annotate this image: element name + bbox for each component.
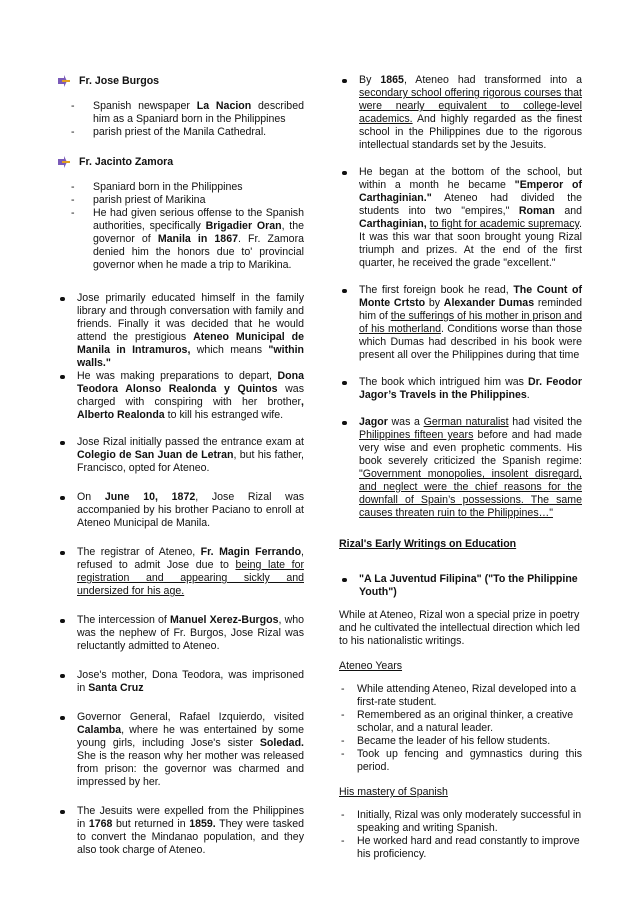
left-bullets-d <box>57 546 304 598</box>
right-bullets-f <box>339 573 582 599</box>
bullet-item: Jose Rizal initially passed the entrance exam at Colegio de San Juan de Letran, but his father, Francisco, opted for Ateneo. <box>57 436 304 475</box>
list-item: - parish priest of Marikina <box>57 194 304 207</box>
bullet-item: On June 10, 1872, Jose Rizal was accompanied by his brother Paciano to enroll at Ateneo Municipal de Manila. <box>57 491 304 530</box>
list-item: - Initially, Rizal was only moderately successful in speaking and writing Spanish. <box>339 809 582 835</box>
bullet-item: Jose's mother, Dona Teodora, was imprisoned in Santa Cruz <box>57 669 304 695</box>
bullet-item: The Jesuits were expelled from the Philippines in 1768 but returned in 1859. They were tasked to convert the Mindanao population, and they also took charge of Ateneo. <box>57 805 304 857</box>
bullet-item: The first foreign book he read, The Count of Monte Crtsto by Alexander Dumas reminded him of the sufferings of his mother in prison and of his motherland. Conditions worse than those which Dumas had described in his book were present all over the Philippines during that time <box>339 284 582 362</box>
bullet-item: He was making preparations to depart, Dona Teodora Alonso Realonda y Quintos was charged with conspiring with her brother, Alberto Realonda to kill his estranged wife. <box>57 370 304 422</box>
left-bullets-e <box>57 614 304 653</box>
ateneo-list <box>339 683 582 774</box>
right-bullets-c <box>339 284 582 362</box>
list-item: - Spanish newspaper La Nacion described him as a Spaniard born in the Philippines <box>57 100 304 126</box>
bullet-item: By 1865, Ateneo had transformed into a secondary school offering rigorous courses that were nearly equivalent to college-level academics. And highly regarded as the finest school in the Philippines due to the rigorous intellectual standards set by the Jesuits. <box>339 74 582 152</box>
subheading-ateneo-years: Ateneo Years <box>339 660 403 672</box>
bullet-item: Governor General, Rafael Izquierdo, visited Calamba, where he was entertained by some young girls, including Jose's sister Soledad. She is the reason why her mother was released from prison: the governor was charmed and impressed by her. <box>57 711 304 789</box>
list-item: - Spaniard born in the Philippines <box>57 181 304 194</box>
left-bullets-g <box>57 711 304 789</box>
paragraph-poetry: While at Ateneo, Rizal won a special prize in poetry and he cultivated the intellectual direction which led to his nationalistic writings. <box>339 609 580 647</box>
bullet-item: "A La Juventud Filipina" ("To the Philippine Youth") <box>339 573 582 599</box>
list-item: - Became the leader of his fellow students. <box>339 735 582 748</box>
pushpin-icon <box>57 155 71 169</box>
list-item: - While attending Ateneo, Rizal developed into a first-rate student. <box>339 683 582 709</box>
right-column <box>339 74 582 861</box>
bullet-item: The intercession of Manuel Xerez-Burgos, who was the nephew of Fr. Burgos, Jose Rizal was reluctantly admitted to Ateneo. <box>57 614 304 653</box>
burgos-list <box>57 100 304 139</box>
left-bullets-c <box>57 491 304 530</box>
left-bullets-h <box>57 805 304 857</box>
bullet-item: He began at the bottom of the school, but within a month he became "Emperor of Carthaginian." Ateneo had divided the students into two "empires," Roman and Carthaginian, to fight for academic supremacy. It was this war that soon brought young Rizal triumph and prizes. At the end of the first quarter, he received the grade "excellent." <box>339 166 582 270</box>
list-item: - Remembered as an original thinker, a creative scholar, and a natural leader. <box>339 709 582 735</box>
heading-burgos <box>57 74 304 88</box>
right-bullets-d <box>339 376 582 402</box>
right-bullets-e <box>339 416 582 520</box>
spanish-list <box>339 809 582 861</box>
bullet-item: The book which intrigued him was Dr. Feodor Jagor’s Travels in the Philippines. <box>339 376 582 402</box>
list-item: - parish priest of the Manila Cathedral. <box>57 126 304 139</box>
list-item: - He had given serious offense to the Spanish authorities, specifically Brigadier Oran, the governor of Manila in 1867. Fr. Zamora denied him the honors due to' provincial governor when he made a trip to Marikina. <box>57 207 304 272</box>
left-bullets-a <box>57 292 304 422</box>
list-item: - He worked hard and read constantly to improve his proficiency. <box>339 835 582 861</box>
heading-burgos-text: Fr. Jose Burgos <box>79 74 160 87</box>
section-title-writings: Rizal's Early Writings on Education <box>339 538 517 550</box>
list-item: - Took up fencing and gymnastics during this period. <box>339 748 582 774</box>
left-bullets-b <box>57 436 304 475</box>
pushpin-icon <box>57 74 71 88</box>
heading-zamora <box>57 155 304 169</box>
right-bullets-a <box>339 74 582 152</box>
left-column <box>57 74 304 857</box>
right-bullets-b <box>339 166 582 270</box>
heading-zamora-text: Fr. Jacinto Zamora <box>79 155 174 168</box>
bullet-item: Jose primarily educated himself in the family library and through conversation with family and friends. Finally it was decided that he would attend the prestigious Ateneo Municipal de Manila in Intramuros, which means "within walls." <box>57 292 304 370</box>
left-bullets-f <box>57 669 304 695</box>
subheading-mastery-spanish: His mastery of Spanish <box>339 786 448 798</box>
zamora-list <box>57 181 304 272</box>
bullet-item: The registrar of Ateneo, Fr. Magin Ferrando, refused to admit Jose due to being late for registration and appearing sickly and undersized for his age. <box>57 546 304 598</box>
bullet-item: Jagor was a German naturalist had visited the Philippines fifteen years before and had made very wise and even prophetic comments. His book severely criticized the Spanish regime: "Government monopolies, insolent disregard, and neglect were the chief reasons for the downfall of Spain’s possessions. The same causes threaten ruin to the Philippines…" <box>339 416 582 520</box>
